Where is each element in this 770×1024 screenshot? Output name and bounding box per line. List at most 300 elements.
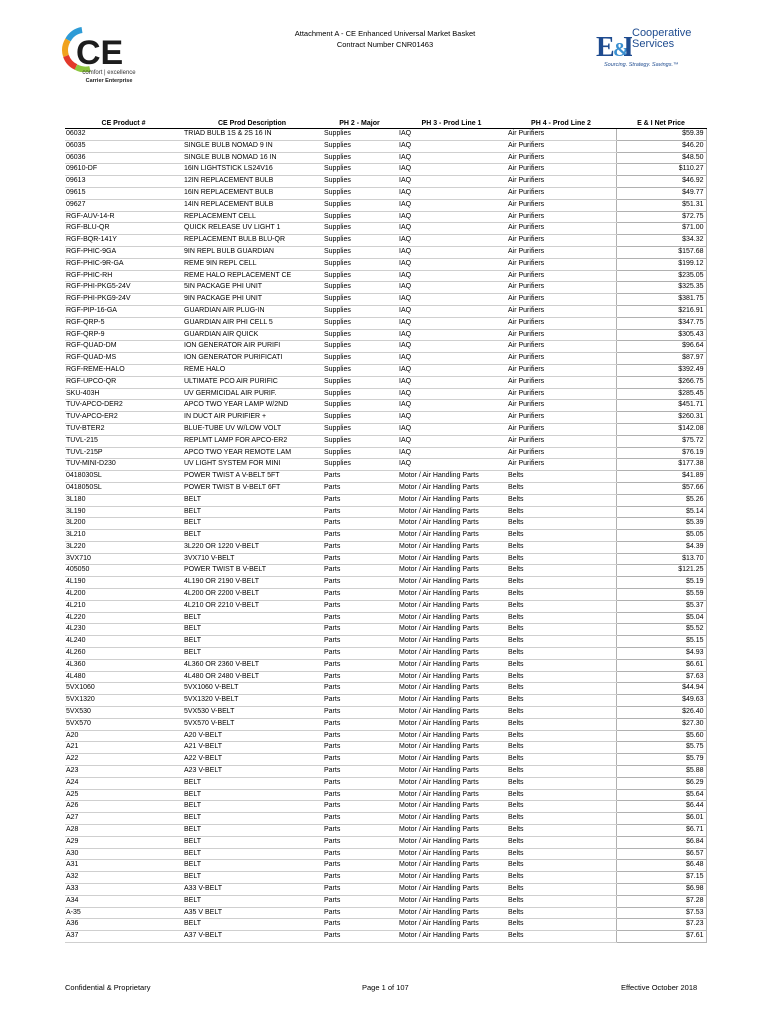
ph4-prod-line-cell: Air Purifiers <box>506 235 616 247</box>
ph3-prod-line-cell: IAQ <box>397 317 506 329</box>
ph4-prod-line-cell: Belts <box>506 919 616 931</box>
net-price-cell: $110.27 <box>616 164 706 176</box>
ph4-prod-line-cell: Air Purifiers <box>506 199 616 211</box>
ph3-prod-line-cell: Motor / Air Handling Parts <box>397 541 506 553</box>
ph4-prod-line-cell: Belts <box>506 471 616 483</box>
ph4-prod-line-cell: Air Purifiers <box>506 211 616 223</box>
product-number-cell: RGF-PHI-PKG9-24V <box>65 294 182 306</box>
product-number-cell: RGF-REME-HALO <box>65 364 182 376</box>
net-price-cell: $5.15 <box>616 636 706 648</box>
ph3-prod-line-cell: IAQ <box>397 129 506 141</box>
product-number-cell: A21 <box>65 742 182 754</box>
ph3-prod-line-cell: Motor / Air Handling Parts <box>397 766 506 778</box>
ph3-prod-line-cell: Motor / Air Handling Parts <box>397 730 506 742</box>
description-cell: 5VX1060 V-BELT <box>182 683 322 695</box>
product-number-cell: 09613 <box>65 176 182 188</box>
ph3-prod-line-cell: IAQ <box>397 305 506 317</box>
net-price-cell: $347.75 <box>616 317 706 329</box>
net-price-cell: $451.71 <box>616 400 706 412</box>
ph2-major-cell: Supplies <box>322 353 397 365</box>
ph3-prod-line-cell: IAQ <box>397 211 506 223</box>
ph4-prod-line-cell: Belts <box>506 683 616 695</box>
table-row <box>65 412 706 424</box>
product-number-cell: RGF-QUAD-DM <box>65 341 182 353</box>
ph2-major-cell: Parts <box>322 518 397 530</box>
ph4-prod-line-cell: Air Purifiers <box>506 152 616 164</box>
ph2-major-cell: Parts <box>322 931 397 943</box>
description-cell: A33 V-BELT <box>182 884 322 896</box>
product-number-cell: 0418050SL <box>65 482 182 494</box>
product-number-cell: 06036 <box>65 152 182 164</box>
net-price-cell: $48.50 <box>616 152 706 164</box>
description-cell: REPLMT LAMP FOR APCO-ER2 <box>182 435 322 447</box>
ph3-prod-line-cell: IAQ <box>397 447 506 459</box>
table-row <box>65 801 706 813</box>
ph4-prod-line-cell: Belts <box>506 612 616 624</box>
net-price-cell: $142.08 <box>616 423 706 435</box>
product-number-cell: A22 <box>65 754 182 766</box>
product-number-cell: RGF-BLU-QR <box>65 223 182 235</box>
ph4-prod-line-cell: Belts <box>506 541 616 553</box>
product-number-cell: RGF-QRP-9 <box>65 329 182 341</box>
product-number-cell: A20 <box>65 730 182 742</box>
net-price-cell: $121.25 <box>616 565 706 577</box>
ph3-prod-line-cell: IAQ <box>397 388 506 400</box>
ph2-major-cell: Supplies <box>322 235 397 247</box>
ph3-prod-line-cell: Motor / Air Handling Parts <box>397 506 506 518</box>
description-cell: ULTIMATE PCO AIR PURIFIC <box>182 376 322 388</box>
table-row <box>65 294 706 306</box>
table-row <box>65 199 706 211</box>
svg-text:E: E <box>596 32 615 62</box>
table-row <box>65 766 706 778</box>
ph3-prod-line-cell: IAQ <box>397 199 506 211</box>
table-row <box>65 317 706 329</box>
ph4-prod-line-cell: Belts <box>506 589 616 601</box>
description-cell: 16IN REPLACEMENT BULB <box>182 187 322 199</box>
product-number-cell: 3L210 <box>65 530 182 542</box>
ph2-major-cell: Supplies <box>322 341 397 353</box>
ph3-prod-line-cell: Motor / Air Handling Parts <box>397 471 506 483</box>
net-price-cell: $285.45 <box>616 388 706 400</box>
description-cell: A21 V-BELT <box>182 742 322 754</box>
table-row <box>65 931 706 943</box>
ph2-major-cell: Parts <box>322 777 397 789</box>
ph4-prod-line-cell: Belts <box>506 848 616 860</box>
product-number-cell: 4L190 <box>65 577 182 589</box>
product-number-cell: A27 <box>65 813 182 825</box>
ph3-prod-line-cell: IAQ <box>397 270 506 282</box>
ph3-prod-line-cell: Motor / Air Handling Parts <box>397 707 506 719</box>
description-cell: 9IN REPL BULB GUARDIAN <box>182 246 322 258</box>
ph4-prod-line-cell: Belts <box>506 565 616 577</box>
description-cell: BLUE-TUBE UV W/LOW VOLT <box>182 423 322 435</box>
product-number-cell: 3L180 <box>65 494 182 506</box>
description-cell: TRIAD BULB 1S & 2S 16 IN <box>182 129 322 141</box>
ph3-prod-line-cell: Motor / Air Handling Parts <box>397 589 506 601</box>
net-price-cell: $6.48 <box>616 860 706 872</box>
net-price-cell: $6.98 <box>616 884 706 896</box>
net-price-cell: $51.31 <box>616 199 706 211</box>
net-price-cell: $157.68 <box>616 246 706 258</box>
ei-logo-mark <box>596 28 632 62</box>
ph3-prod-line-cell: Motor / Air Handling Parts <box>397 718 506 730</box>
description-cell: A20 V-BELT <box>182 730 322 742</box>
net-price-cell: $6.57 <box>616 848 706 860</box>
ph4-prod-line-cell: Air Purifiers <box>506 447 616 459</box>
table-row <box>65 270 706 282</box>
description-cell: 4L360 OR 2360 V-BELT <box>182 659 322 671</box>
ph2-major-cell: Parts <box>322 766 397 778</box>
description-cell: BELT <box>182 636 322 648</box>
net-price-cell: $392.49 <box>616 364 706 376</box>
table-row <box>65 400 706 412</box>
net-price-cell: $5.52 <box>616 624 706 636</box>
ph3-prod-line-cell: Motor / Air Handling Parts <box>397 494 506 506</box>
ph3-prod-line-cell: Motor / Air Handling Parts <box>397 518 506 530</box>
description-cell: BELT <box>182 895 322 907</box>
ph3-prod-line-cell: Motor / Air Handling Parts <box>397 530 506 542</box>
table-body <box>65 129 706 943</box>
description-cell: 4L210 OR 2210 V-BELT <box>182 600 322 612</box>
ph4-prod-line-cell: Belts <box>506 742 616 754</box>
description-cell: REPLACEMENT BULB BLU-QR <box>182 235 322 247</box>
net-price-cell: $5.39 <box>616 518 706 530</box>
ph3-prod-line-cell: Motor / Air Handling Parts <box>397 612 506 624</box>
net-price-cell: $235.05 <box>616 270 706 282</box>
ph4-prod-line-cell: Air Purifiers <box>506 129 616 141</box>
product-number-cell: TUV-BTER2 <box>65 423 182 435</box>
net-price-cell: $6.61 <box>616 659 706 671</box>
ph2-major-cell: Supplies <box>322 388 397 400</box>
table-row <box>65 482 706 494</box>
ph2-major-cell: Supplies <box>322 294 397 306</box>
ph4-prod-line-cell: Belts <box>506 530 616 542</box>
description-cell: BELT <box>182 919 322 931</box>
net-price-cell: $5.79 <box>616 754 706 766</box>
table-row <box>65 648 706 660</box>
ph3-prod-line-cell: Motor / Air Handling Parts <box>397 659 506 671</box>
description-cell: GUARDIAN AIR PHI CELL 5 <box>182 317 322 329</box>
table-row <box>65 836 706 848</box>
table-row <box>65 683 706 695</box>
table-row <box>65 730 706 742</box>
table-row <box>65 718 706 730</box>
ph3-prod-line-cell: IAQ <box>397 223 506 235</box>
ph3-prod-line-cell: Motor / Air Handling Parts <box>397 683 506 695</box>
ph3-prod-line-cell: Motor / Air Handling Parts <box>397 860 506 872</box>
net-price-cell: $260.31 <box>616 412 706 424</box>
ph2-major-cell: Supplies <box>322 176 397 188</box>
ph2-major-cell: Parts <box>322 636 397 648</box>
table-row <box>65 376 706 388</box>
net-price-cell: $325.35 <box>616 282 706 294</box>
ph2-major-cell: Supplies <box>322 423 397 435</box>
product-number-cell: RGF-PHIC-9R-GA <box>65 258 182 270</box>
description-cell: ION GENERATOR AIR PURIFI <box>182 341 322 353</box>
net-price-cell: $7.15 <box>616 872 706 884</box>
description-cell: REPLACEMENT CELL <box>182 211 322 223</box>
net-price-cell: $7.63 <box>616 671 706 683</box>
ph3-prod-line-cell: IAQ <box>397 140 506 152</box>
table-row <box>65 423 706 435</box>
ce-logo-subtitle: Carrier Enterprise <box>85 78 133 84</box>
net-price-cell: $59.39 <box>616 129 706 141</box>
ph3-prod-line-cell: Motor / Air Handling Parts <box>397 895 506 907</box>
ph3-prod-line-cell: Motor / Air Handling Parts <box>397 907 506 919</box>
description-cell: 14IN REPLACEMENT BULB <box>182 199 322 211</box>
ph2-major-cell: Parts <box>322 813 397 825</box>
net-price-cell: $5.88 <box>616 766 706 778</box>
column-header: CE Prod Description <box>182 118 322 129</box>
document-title: Attachment A - CE Enhanced Universal Market Basket <box>294 29 476 38</box>
table-row <box>65 530 706 542</box>
ph3-prod-line-cell: Motor / Air Handling Parts <box>397 695 506 707</box>
description-cell: BELT <box>182 836 322 848</box>
description-cell: 4L190 OR 2190 V-BELT <box>182 577 322 589</box>
column-header: PH 2 - Major <box>322 118 397 129</box>
ph3-prod-line-cell: Motor / Air Handling Parts <box>397 777 506 789</box>
product-number-cell: A32 <box>65 872 182 884</box>
table-row <box>65 695 706 707</box>
ph3-prod-line-cell: Motor / Air Handling Parts <box>397 884 506 896</box>
description-cell: BELT <box>182 813 322 825</box>
description-cell: REME HALO <box>182 364 322 376</box>
description-cell: BELT <box>182 860 322 872</box>
ph2-major-cell: Parts <box>322 789 397 801</box>
net-price-cell: $87.97 <box>616 353 706 365</box>
table-row <box>65 518 706 530</box>
description-cell: POWER TWIST B V-BELT <box>182 565 322 577</box>
net-price-cell: $41.89 <box>616 471 706 483</box>
product-number-cell: A23 <box>65 766 182 778</box>
ph3-prod-line-cell: Motor / Air Handling Parts <box>397 624 506 636</box>
net-price-cell: $266.75 <box>616 376 706 388</box>
net-price-cell: $4.39 <box>616 541 706 553</box>
ph4-prod-line-cell: Air Purifiers <box>506 187 616 199</box>
net-price-cell: $57.66 <box>616 482 706 494</box>
ph2-major-cell: Parts <box>322 553 397 565</box>
net-price-cell: $5.37 <box>616 600 706 612</box>
ph2-major-cell: Supplies <box>322 211 397 223</box>
ph2-major-cell: Parts <box>322 624 397 636</box>
product-number-cell: RGF-PHIC-9GA <box>65 246 182 258</box>
description-cell: 5IN PACKAGE PHI UNIT <box>182 282 322 294</box>
ph4-prod-line-cell: Air Purifiers <box>506 258 616 270</box>
ph4-prod-line-cell: Belts <box>506 482 616 494</box>
ph4-prod-line-cell: Belts <box>506 884 616 896</box>
table-row <box>65 246 706 258</box>
net-price-cell: $5.19 <box>616 577 706 589</box>
ph4-prod-line-cell: Belts <box>506 636 616 648</box>
ph3-prod-line-cell: IAQ <box>397 164 506 176</box>
ph4-prod-line-cell: Belts <box>506 895 616 907</box>
ph3-prod-line-cell: Motor / Air Handling Parts <box>397 577 506 589</box>
price-table <box>65 118 707 943</box>
ph2-major-cell: Parts <box>322 683 397 695</box>
ph3-prod-line-cell: Motor / Air Handling Parts <box>397 825 506 837</box>
ph3-prod-line-cell: Motor / Air Handling Parts <box>397 754 506 766</box>
description-cell: QUICK RELEASE UV LIGHT 1 <box>182 223 322 235</box>
ph4-prod-line-cell: Air Purifiers <box>506 376 616 388</box>
ph2-major-cell: Parts <box>322 718 397 730</box>
ei-logo <box>596 28 716 72</box>
table-row <box>65 589 706 601</box>
description-cell: POWER TWIST A V-BELT 5FT <box>182 471 322 483</box>
ph4-prod-line-cell: Air Purifiers <box>506 341 616 353</box>
ph3-prod-line-cell: Motor / Air Handling Parts <box>397 848 506 860</box>
ph3-prod-line-cell: Motor / Air Handling Parts <box>397 742 506 754</box>
net-price-cell: $72.75 <box>616 211 706 223</box>
description-cell: 5VX570 V-BELT <box>182 718 322 730</box>
ph2-major-cell: Supplies <box>322 270 397 282</box>
ph4-prod-line-cell: Air Purifiers <box>506 353 616 365</box>
product-number-cell: RGF-PHIC-RH <box>65 270 182 282</box>
ph4-prod-line-cell: Belts <box>506 730 616 742</box>
product-number-cell: RGF-QRP-5 <box>65 317 182 329</box>
table-row <box>65 860 706 872</box>
net-price-cell: $216.91 <box>616 305 706 317</box>
table-row <box>65 353 706 365</box>
ph2-major-cell: Supplies <box>322 223 397 235</box>
product-number-cell: TUVL-215P <box>65 447 182 459</box>
product-number-cell: RGF-PIP-16-GA <box>65 305 182 317</box>
table-row <box>65 624 706 636</box>
product-number-cell: 405050 <box>65 565 182 577</box>
ph3-prod-line-cell: Motor / Air Handling Parts <box>397 565 506 577</box>
ph4-prod-line-cell: Belts <box>506 872 616 884</box>
ph2-major-cell: Parts <box>322 848 397 860</box>
table-row <box>65 671 706 683</box>
table-row <box>65 612 706 624</box>
table-row <box>65 825 706 837</box>
description-cell: 9IN PACKAGE PHI UNIT <box>182 294 322 306</box>
table-row <box>65 600 706 612</box>
product-number-cell: 3L190 <box>65 506 182 518</box>
description-cell: BELT <box>182 789 322 801</box>
net-price-cell: $26.40 <box>616 707 706 719</box>
product-number-cell: A26 <box>65 801 182 813</box>
ph4-prod-line-cell: Air Purifiers <box>506 282 616 294</box>
product-number-cell: A28 <box>65 825 182 837</box>
table-row <box>65 789 706 801</box>
column-header: CE Product # <box>65 118 182 129</box>
description-cell: 16IN LIGHTSTICK LS24V16 <box>182 164 322 176</box>
ph2-major-cell: Parts <box>322 530 397 542</box>
table-row <box>65 907 706 919</box>
ph3-prod-line-cell: IAQ <box>397 459 506 471</box>
description-cell: UV GERMICIDAL AIR PURIF. <box>182 388 322 400</box>
product-number-cell: RGF-UPCO-QR <box>65 376 182 388</box>
ph3-prod-line-cell: IAQ <box>397 341 506 353</box>
table-row <box>65 471 706 483</box>
ph2-major-cell: Supplies <box>322 435 397 447</box>
column-header: E & I Net Price <box>616 118 706 129</box>
ph2-major-cell: Parts <box>322 860 397 872</box>
ph2-major-cell: Supplies <box>322 246 397 258</box>
table-row <box>65 364 706 376</box>
ph3-prod-line-cell: Motor / Air Handling Parts <box>397 789 506 801</box>
table-row <box>65 152 706 164</box>
product-number-cell: TUV-APCO-ER2 <box>65 412 182 424</box>
table-row <box>65 305 706 317</box>
description-cell: APCO TWO YEAR REMOTE LAM <box>182 447 322 459</box>
product-number-cell: 3L220 <box>65 541 182 553</box>
svg-text:CE: CE <box>76 34 124 72</box>
description-cell: SINGLE BULB NOMAD 16 IN <box>182 152 322 164</box>
ph2-major-cell: Supplies <box>322 412 397 424</box>
product-number-cell: 5VX570 <box>65 718 182 730</box>
ph4-prod-line-cell: Belts <box>506 931 616 943</box>
product-number-cell: 09610-DF <box>65 164 182 176</box>
ph4-prod-line-cell: Belts <box>506 825 616 837</box>
net-price-cell: $34.32 <box>616 235 706 247</box>
ph2-major-cell: Supplies <box>322 447 397 459</box>
description-cell: REME 9IN REPL CELL <box>182 258 322 270</box>
ph2-major-cell: Supplies <box>322 305 397 317</box>
table-row <box>65 435 706 447</box>
ph4-prod-line-cell: Air Purifiers <box>506 176 616 188</box>
table-row <box>65 754 706 766</box>
ph4-prod-line-cell: Belts <box>506 624 616 636</box>
ph3-prod-line-cell: IAQ <box>397 176 506 188</box>
net-price-cell: $44.94 <box>616 683 706 695</box>
product-number-cell: 4L210 <box>65 600 182 612</box>
ph3-prod-line-cell: Motor / Air Handling Parts <box>397 836 506 848</box>
net-price-cell: $7.53 <box>616 907 706 919</box>
table-row <box>65 884 706 896</box>
ph2-major-cell: Parts <box>322 506 397 518</box>
ph4-prod-line-cell: Belts <box>506 813 616 825</box>
table-row <box>65 919 706 931</box>
table-row <box>65 565 706 577</box>
svg-text:I: I <box>623 32 632 62</box>
description-cell: 3VX710 V-BELT <box>182 553 322 565</box>
description-cell: BELT <box>182 530 322 542</box>
description-cell: 12IN REPLACEMENT BULB <box>182 176 322 188</box>
description-cell: BELT <box>182 848 322 860</box>
ph3-prod-line-cell: IAQ <box>397 364 506 376</box>
ph4-prod-line-cell: Belts <box>506 718 616 730</box>
net-price-cell: $6.84 <box>616 836 706 848</box>
description-cell: A35 V BELT <box>182 907 322 919</box>
ph2-major-cell: Parts <box>322 600 397 612</box>
net-price-cell: $5.04 <box>616 612 706 624</box>
product-number-cell: RGF-AUV-14-R <box>65 211 182 223</box>
table-row <box>65 235 706 247</box>
ph4-prod-line-cell: Air Purifiers <box>506 329 616 341</box>
net-price-cell: $46.92 <box>616 176 706 188</box>
product-number-cell: 3L200 <box>65 518 182 530</box>
ph3-prod-line-cell: IAQ <box>397 353 506 365</box>
description-cell: UV LIGHT SYSTEM FOR MINI <box>182 459 322 471</box>
ph4-prod-line-cell: Belts <box>506 836 616 848</box>
table-row <box>65 553 706 565</box>
description-cell: 4L480 OR 2480 V-BELT <box>182 671 322 683</box>
ph2-major-cell: Supplies <box>322 459 397 471</box>
product-number-cell: A-35 <box>65 907 182 919</box>
ph4-prod-line-cell: Air Purifiers <box>506 270 616 282</box>
table-row <box>65 176 706 188</box>
product-number-cell: 5VX1060 <box>65 683 182 695</box>
net-price-cell: $96.64 <box>616 341 706 353</box>
ph2-major-cell: Supplies <box>322 364 397 376</box>
product-number-cell: 09615 <box>65 187 182 199</box>
table-row <box>65 388 706 400</box>
ph2-major-cell: Parts <box>322 754 397 766</box>
ph3-prod-line-cell: Motor / Air Handling Parts <box>397 813 506 825</box>
ph3-prod-line-cell: Motor / Air Handling Parts <box>397 553 506 565</box>
